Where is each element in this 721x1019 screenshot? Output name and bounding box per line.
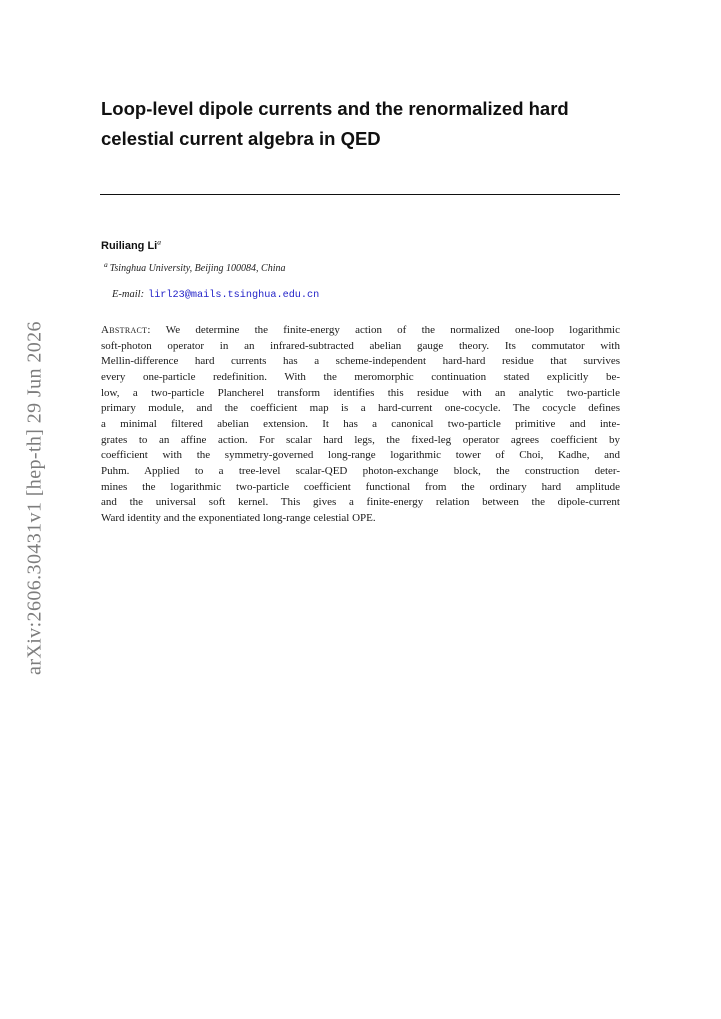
abstract-line: and the universal soft kernel. This gives a finite-energy relation between the dipole-current [101,496,620,509]
paper-title-line-1: Loop-level dipole currents and the renormalized hard [101,98,569,119]
arxiv-identifier-stamp: arXiv:2606.30431v1 [hep-th] 29 Jun 2026 [23,321,46,675]
abstract-line: Ward identity and the exponentiated long-range celestial OPE. [101,511,376,524]
email-address-link[interactable]: lirl23@mails.tsinghua.edu.cn [148,290,320,301]
abstract-line: Mellin-difference hard currents has a scheme-independent hard-hard residue that survives [101,355,620,368]
affiliation-marker: a [104,259,108,269]
affiliation-text: Tsinghua University, Beijing 100084, China [109,263,286,274]
abstract-line: mines the logarithmic two-particle coefficient functional from the ordinary hard amplitude [101,480,620,493]
author-name: Ruiliang Li [101,240,158,252]
email-line [112,287,319,303]
title-divider-rule [100,194,620,195]
abstract-line: Puhm. Applied to a tree-level scalar-QED photon-exchange block, the construction deter- [101,464,620,477]
abstract-line: primary module, and the coefficient map is a hard-current one-cocycle. The cocycle defines [101,402,620,415]
abstract-heading: Abstract: [101,324,151,336]
author-line [101,238,161,254]
abstract-line: coefficient with the symmetry-governed long-range logarithmic tower of Choi, Kadhe, and [101,449,620,462]
abstract-line: low, a two-particle Plancherel transform identifies this residue with an analytic two-particle [101,386,620,399]
author-affiliation-marker: a [157,237,161,247]
affiliation-line [104,259,286,276]
abstract-line: grates to an affine action. For scalar hard legs, the fixed-leg operator agrees coefficient by [101,433,620,446]
paper-title-line-2: celestial current algebra in QED [101,128,381,149]
abstract-line: every one-particle redefinition. With the meromorphic continuation stated explicitly be- [101,370,620,383]
abstract-line: a minimal filtered abelian extension. It has a canonical two-particle primitive and inte- [101,417,620,430]
email-label: E-mail: [112,289,145,300]
abstract-block [101,323,620,527]
abstract-line: soft-photon operator in an infrared-subtracted abelian gauge theory. Its commutator with [101,339,620,352]
paper-title [101,94,626,154]
abstract-line: Abstract: We determine the finite-energy action of the normalized one-loop logarithmic [101,324,620,336]
